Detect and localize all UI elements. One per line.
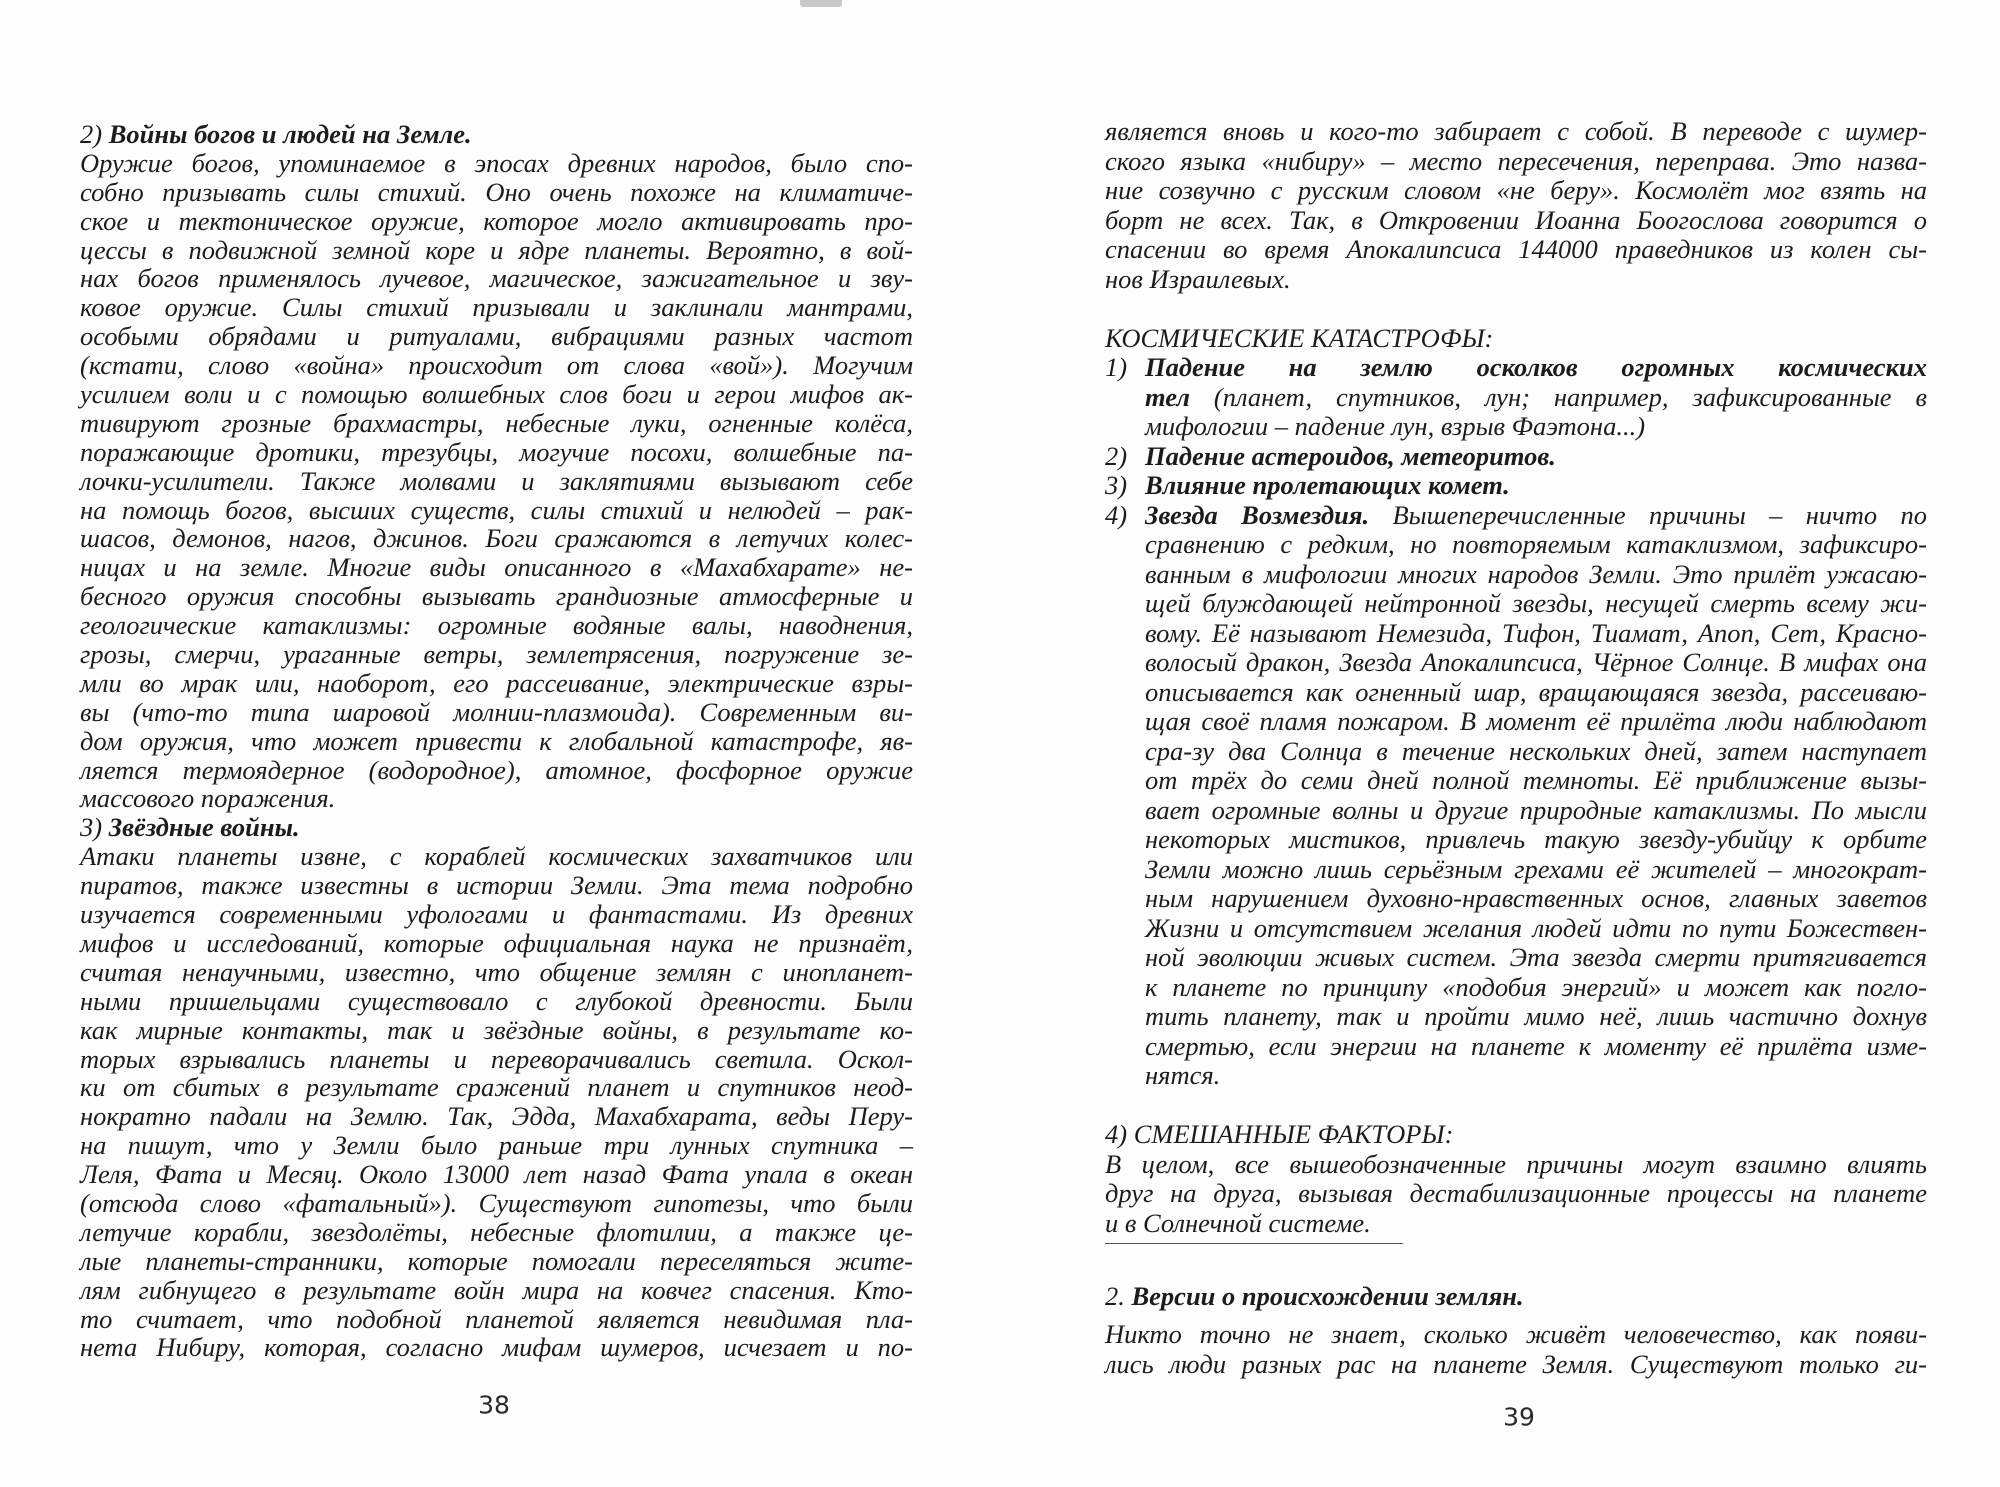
line-text: то считает, что подобной планетой является невидимая пла- [80, 1303, 913, 1334]
line-text: ляется термоядерное (водородное), атомное, фосфорное оружие [80, 754, 913, 785]
heading-wars-of-gods [80, 120, 913, 149]
text-line [1105, 737, 1927, 767]
line-text: В целом, все вышеобозначенные причины могут взаимно влиять [1105, 1148, 1927, 1179]
line-text: на пишут, что у Земли было раньше три лунных спутника – [80, 1130, 913, 1161]
text-line [80, 1016, 913, 1045]
heading-star-wars [80, 813, 913, 842]
line-text: массового поражения. [80, 783, 336, 814]
text-line [80, 351, 913, 380]
text-line [80, 322, 913, 351]
list-marker: 3) [1105, 470, 1128, 500]
text-line [80, 1218, 913, 1247]
heading-cosmic-catastrophes [1105, 324, 1927, 354]
line-text: ки от сбитых в результате сражений планет и спутников неод- [80, 1072, 913, 1103]
line-text: ское и тектоническое оружие, которое могло активировать про- [80, 205, 913, 236]
text-line [80, 380, 913, 409]
text-line [1105, 1150, 1927, 1180]
text-line [1105, 1179, 1927, 1209]
paragraph-nibiru [1105, 117, 1927, 294]
bold-text: Версии о происхождении землян. [1131, 1281, 1524, 1311]
text-line [80, 409, 913, 438]
text-line [80, 1189, 913, 1218]
text-line [80, 1333, 913, 1362]
line-text: как мирные контакты, так и звёздные войны, в результате ко- [80, 1014, 913, 1045]
text-line [1105, 619, 1927, 649]
text-line [1105, 855, 1927, 885]
line-text: лочки-усилители. Также молвами и заклятиями вызывают себе [80, 465, 913, 496]
text-line [1105, 796, 1927, 826]
text-line [80, 207, 913, 236]
list-item-fragments [1105, 353, 1927, 442]
list-item-comets [1105, 471, 1927, 501]
text-line [80, 178, 913, 207]
line-text: бесного оружия способны вызывать грандиозные атмосферные и [80, 581, 913, 612]
line-text: Леля, Фата и Месяц. Около 13000 лет назад Фата упала в океан [80, 1159, 913, 1190]
text-line [1105, 1120, 1927, 1150]
text-line [80, 553, 913, 582]
text-line [80, 842, 913, 871]
line-text: нета Нибиру, которая, согласно мифам шумеров, исчезает и по- [80, 1332, 913, 1363]
line-text: шасов, демонов, нагов, джинов. Боги сражаются в летучих колес- [80, 523, 913, 554]
line-text: нов Израилевых. [1105, 263, 1291, 294]
text-line [1105, 324, 1927, 354]
line-text: мифов и исследований, которые официальная наука не признаёт, [80, 927, 913, 958]
bold-text: Звезда Возмездия. [1145, 499, 1370, 530]
text-line [1105, 1320, 1927, 1350]
line-text: и в Солнечной системе. [1105, 1207, 1371, 1238]
text-line [80, 756, 913, 785]
text-line [80, 438, 913, 467]
text-line [80, 1102, 913, 1131]
line-text: летучие корабли, звездолёты, небесные флотилии, а также це- [80, 1216, 913, 1247]
text-line [80, 1131, 913, 1160]
list-marker: 2) [1105, 440, 1128, 471]
bold-text: Падение астероидов, метеоритов. [1145, 440, 1556, 471]
line-text: КОСМИЧЕСКИЕ КАТАСТРОФЫ: [1105, 322, 1494, 353]
text-line [1105, 1061, 1927, 1091]
line-text: изучается современными уфологами и фантастами. Из древних [80, 899, 913, 930]
bold-text: Войны богов и людей на Земле. [108, 119, 472, 149]
text-line [1105, 943, 1927, 973]
text-line [80, 496, 913, 525]
page-number-left: 38 [478, 1390, 510, 1420]
list-marker: 4) [1105, 499, 1128, 530]
line-text: волосый дракон, Звезда Апокалипсиса, Чёрное Солнце. В мифах она [1145, 647, 1927, 677]
line-text: цессы в подвижной земной коре и ядре планеты. Вероятно, в вой- [80, 234, 913, 265]
text-line [80, 611, 913, 640]
line-text: лись люди разных рас на планете Земля. Существуют только ги- [1105, 1348, 1927, 1379]
paragraph-origin-versions [1105, 1320, 1927, 1379]
text-line [1105, 1209, 1927, 1239]
line-text: ние созвучно с русским словом «не беру». Космолёт мог взять на [1105, 175, 1927, 205]
line-text: (отсюда слово «фатальный»). Существуют гипотезы, что были [80, 1187, 913, 1218]
line-text: нократно падали на Землю. Так, Эдда, Махабхарата, веды Перу- [80, 1101, 913, 1132]
text-line [1105, 147, 1927, 177]
line-text: 4) СМЕШАННЫЕ ФАКТОРЫ: [1105, 1119, 1454, 1149]
line-text: некоторых мистиков, привлечь такую звезду-убийцу к орбите [1145, 824, 1927, 854]
text-line [80, 698, 913, 727]
line-text: нах богов применялось лучевое, магическое, зажигательное и зву- [80, 263, 913, 294]
text-line [1105, 471, 1927, 501]
line-text: мифологии – падение лун, взрыв Фаэтона...) [1145, 411, 1646, 441]
line-text: описывается как огненный шар, вращающаяся звезда, рассеиваю- [1145, 676, 1927, 707]
text-line [80, 236, 913, 265]
text-line [1105, 176, 1927, 206]
text-line [1105, 707, 1927, 737]
list-item-asteroids [1105, 442, 1927, 472]
line-text: Никто точно не знает, сколько живёт человечество, как появи- [1105, 1319, 1927, 1349]
paragraph-star-wars [80, 842, 913, 1362]
line-text: (планет, спутников, лун; например, зафиксированные в [1189, 381, 1927, 412]
text-line [1105, 442, 1927, 472]
line-text: (кстати, слово «война» происходит от слова «вой»). Могучим [80, 350, 913, 381]
text-line [80, 640, 913, 669]
line-text: ным нарушением духовно-нравственных основ, главных заветов [1145, 883, 1927, 913]
text-line [1105, 766, 1927, 796]
line-text: грозы, смерчи, ураганные ветры, землетрясения, погружение зе- [80, 639, 913, 670]
text-line [1105, 206, 1927, 236]
line-text: усилием воли и с помощью волшебных слов боги и герои мифов ак- [80, 379, 913, 410]
text-line [80, 1305, 913, 1334]
text-line [1105, 383, 1927, 413]
text-line [80, 1160, 913, 1189]
line-text: лям гибнущего в результате войн мира на ковчег спасения. Кто- [80, 1274, 913, 1305]
left-page [80, 120, 913, 1362]
line-text: Атаки планеты извне, с кораблей космических захватчиков или [80, 841, 913, 872]
text-line [1105, 560, 1927, 590]
line-text: ницах и на земле. Многие виды описанного в «Махабхарате» не- [80, 552, 913, 583]
text-line [80, 582, 913, 611]
line-text: собно призывать силы стихий. Оно очень похоже на климатиче- [80, 176, 913, 207]
text-line [80, 524, 913, 553]
text-line [80, 1247, 913, 1276]
text-line [1105, 1282, 1927, 1312]
text-line [80, 467, 913, 496]
text-line [80, 784, 913, 813]
line-text: Земли можно лишь серьёзным грехами её жителей – многократ- [1145, 853, 1927, 884]
line-text: ванным в мифологии многих народов Земли. Это прилёт ужасаю- [1145, 558, 1927, 589]
right-page [1105, 117, 1927, 1417]
line-text: Жизни и отсутствием желания людей идти по пути Божествен- [1145, 912, 1927, 943]
list-marker: 3) [80, 812, 109, 843]
line-text: лые планеты-странники, которые помогали переселяться жите- [80, 1245, 913, 1276]
line-text: является вновь и кого-то забирает с собой. В переводе с шумер- [1105, 116, 1927, 146]
scan-edge-mark [800, 0, 842, 7]
text-line [80, 958, 913, 987]
line-text: смертью, если энергии на планете к моменту её прилёта изме- [1145, 1030, 1927, 1061]
line-text: спасении во время Апокалипсиса 144000 праведников из колен сы- [1105, 234, 1927, 264]
text-line [1105, 117, 1927, 147]
text-line [80, 871, 913, 900]
list-marker: 1) [1105, 352, 1128, 382]
text-line [1105, 1350, 1927, 1380]
line-text: вает огромные волны и другие природные катаклизмы. По мысли [1145, 794, 1927, 825]
line-text: ными пришельцами существовало с глубокой древности. Были [80, 985, 913, 1016]
bold-text: тел [1145, 381, 1190, 412]
line-text: нятся. [1145, 1060, 1221, 1090]
line-text: Оружие богов, упоминаемое в эпосах древних народов, было спо- [80, 147, 913, 178]
line-text: особыми обрядами и ритуалами, вибрациями разных частот [80, 321, 913, 352]
text-line [80, 1276, 913, 1305]
line-text: тивируют грозные брахмастры, небесные луки, огненные колёса, [80, 407, 913, 438]
text-line [1105, 501, 1927, 531]
text-line [1105, 1032, 1927, 1062]
bold-text: Звёздные войны. [108, 812, 300, 843]
line-text: вому. Её называют Немезида, Тифон, Тиамат, Апоп, Сет, Красно- [1145, 617, 1927, 648]
line-text: на помощь богов, высших существ, силы стихий и нелюдей – рак- [80, 494, 913, 525]
text-line [1105, 648, 1927, 678]
text-line [1105, 412, 1927, 442]
text-line [1105, 973, 1927, 1003]
line-text: друг на друга, вызывая дестабилизационные процессы на планете [1105, 1178, 1927, 1208]
line-text: геологические катаклизмы: огромные водяные валы, наводнения, [80, 610, 913, 641]
line-text: торых взрывались планеты и переворачивались светила. Оскол- [80, 1043, 913, 1074]
text-line [80, 929, 913, 958]
line-text: ского языка «нибиру» – место пересечения, переправа. Это назва- [1105, 145, 1927, 176]
text-line [80, 669, 913, 698]
line-text: борт не всех. Так, в Откровении Иоанна Боогослова говорится о [1105, 204, 1927, 235]
text-line [80, 1045, 913, 1074]
line-text: от трёх до семи дней полной темноты. Её приближение вызы- [1145, 765, 1927, 795]
text-line [1105, 589, 1927, 619]
text-line [1105, 1002, 1927, 1032]
text-line [1105, 678, 1927, 708]
line-text: к планете по принципу «подобия энергий» и может как погло- [1145, 971, 1927, 1002]
line-text: мли во мрак или, наоборот, его рассеивание, электрические взры- [80, 667, 913, 698]
text-line [80, 293, 913, 322]
text-line [80, 987, 913, 1016]
text-line [80, 120, 913, 149]
list-item-retribution-star [1105, 501, 1927, 1091]
text-line [80, 900, 913, 929]
line-text: сравнению с редким, но повторяемым катаклизмом, зафиксиро- [1145, 529, 1927, 559]
line-text: ковое оружие. Силы стихий призывали и заклинали мантрами, [80, 292, 913, 323]
line-text: Вышеперечисленные причины – ничто по [1369, 499, 1927, 530]
line-text: щей блуждающей нейтронной звезды, несущей смерть всему жи- [1145, 588, 1927, 618]
text-line [1105, 353, 1927, 383]
line-text: считая ненаучными, известно, что общение землян с инопланет- [80, 956, 913, 987]
text-line [1105, 825, 1927, 855]
paragraph-weapons-of-gods [80, 149, 913, 813]
list-marker: 2. [1105, 1281, 1132, 1311]
line-text: щая своё пламя пожаром. В момент её прилёта люди наблюдают [1145, 706, 1927, 736]
paragraph-mixed-factors [1105, 1150, 1927, 1239]
text-line [80, 813, 913, 842]
line-text: дом оружия, что может привести к глобальной катастрофе, яв- [80, 725, 913, 756]
line-text: сра-зу два Солнца в течение нескольких дней, затем наступает [1145, 735, 1927, 766]
text-line [80, 727, 913, 756]
bold-text: Падение на землю осколков огромных космических [1145, 352, 1927, 382]
bold-text: Влияние пролетающих комет. [1145, 470, 1510, 500]
line-text: ной эволюции живых систем. Эта звезда смерти притягивается [1145, 942, 1927, 972]
text-line [1105, 884, 1927, 914]
line-text: поражающие дротики, трезубцы, могучие посохи, волшебные па- [80, 436, 913, 467]
page-number-right: 39 [1503, 1402, 1535, 1432]
text-line [1105, 530, 1927, 560]
line-text: тить планету, так и пройти мимо неё, лишь частично дохнув [1145, 1001, 1927, 1031]
text-line [80, 1073, 913, 1102]
text-line [1105, 265, 1927, 295]
text-line [80, 149, 913, 178]
line-text: пиратов, также известны в истории Земли. Эта тема подробно [80, 870, 913, 901]
text-line [80, 264, 913, 293]
line-text: вы (что-то типа шаровой молнии-плазмоида). Современным ви- [80, 696, 913, 727]
footnote-separator-rule [1105, 1243, 1403, 1244]
text-line [1105, 914, 1927, 944]
list-marker: 2) [80, 119, 109, 149]
heading-mixed-factors [1105, 1120, 1927, 1150]
heading-origin-versions [1105, 1282, 1927, 1312]
text-line [1105, 235, 1927, 265]
